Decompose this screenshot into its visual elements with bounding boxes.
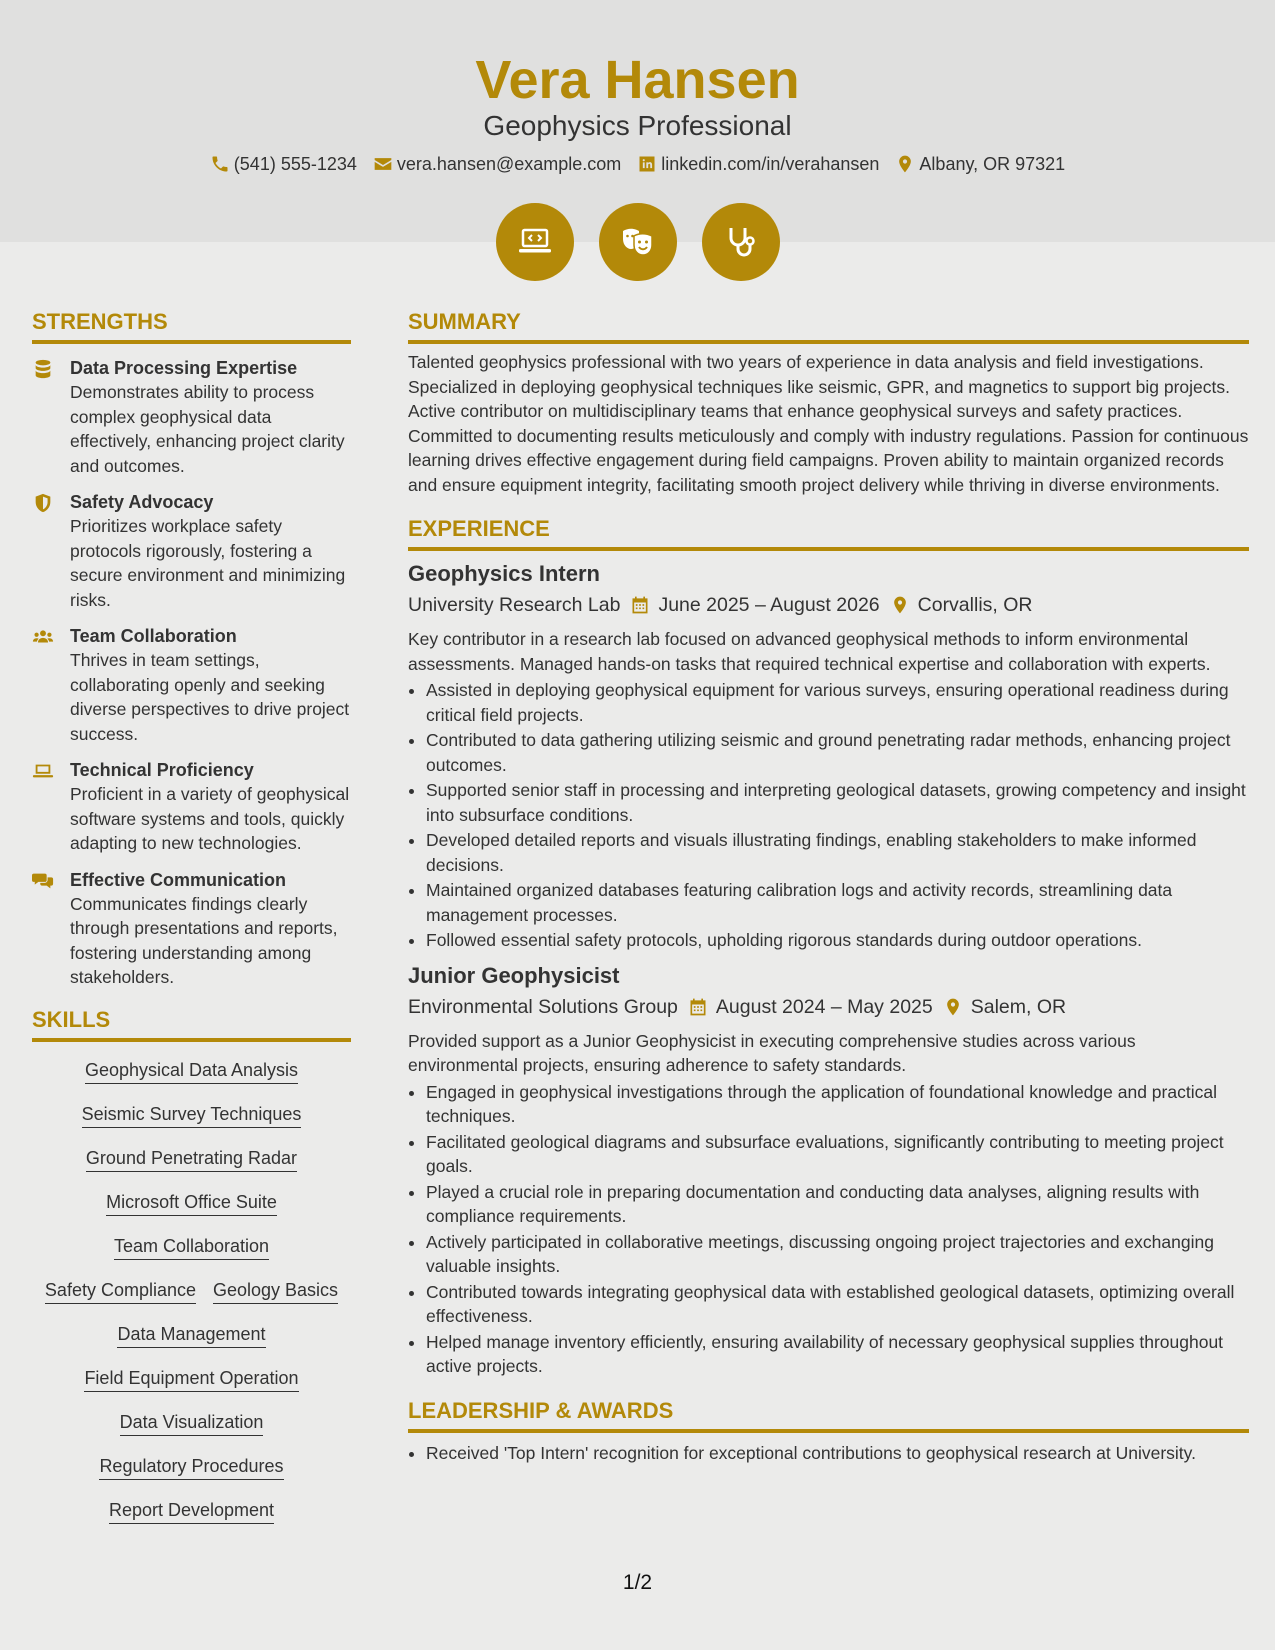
contact-location-text: Albany, OR 97321 [919,154,1066,174]
map-pin-icon [943,997,963,1017]
map-pin-icon [890,595,910,615]
strength-title: Team Collaboration [70,626,237,646]
linkedin-icon [637,154,657,174]
job-entry [408,961,1249,1379]
skill-tag: Data Visualization [120,1410,264,1436]
job-bullets [408,1080,1249,1379]
job-bullet: • Played a crucial role in preparing documentation and conducting data analyses, aligning results with compliance requirements. [426,1180,1249,1229]
strengths-heading: STRENGTHS [32,308,351,344]
skill-tag: Data Management [117,1322,265,1348]
strength-item [32,868,351,990]
contact-bar [0,151,1275,177]
job-dates: June 2025 – August 2026 [658,594,880,616]
job-bullet: • Developed detailed reports and visuals illustrating findings, enabling stakeholders to make informed decisions. [426,828,1249,877]
contact-phone-text: (541) 555-1234 [233,154,357,174]
stethoscope-icon [721,222,761,262]
job-location: Salem, OR [970,995,1067,1018]
job-bullet: • Contributed to data gathering utilizing seismic and ground penetrating radar methods, enhancing project outcomes. [426,728,1249,777]
skills-heading: SKILLS [32,1006,351,1042]
envelope-icon [373,154,393,174]
left-column [32,308,351,1524]
right-column [408,308,1249,1466]
strength-title: Safety Advocacy [70,492,214,512]
calendar-icon [688,997,708,1017]
strength-desc: Communicates findings clearly through presentations and reports, fostering understanding among stakeholders. [70,893,338,987]
strength-desc: Prioritizes workplace safety protocols rigorously, fostering a secure environment and minimizing risks. [70,516,346,610]
job-location: Corvallis, OR [917,594,1033,616]
strengths-list [32,356,351,990]
phone-icon [210,154,230,174]
job-bullets [408,678,1249,953]
database-icon [32,358,54,380]
skill-tag: Geophysical Data Analysis [85,1058,298,1084]
job-entry [408,559,1249,953]
badge-laptop-code [496,203,574,281]
skill-tag: Team Collaboration [114,1234,269,1260]
contact-phone[interactable] [210,151,357,177]
strength-item [32,758,351,856]
job-meta [408,993,1249,1021]
job-dates: August 2024 – May 2025 [715,995,933,1018]
skill-tag: Safety Compliance [45,1278,196,1304]
job-title: Junior Geophysicist [408,962,620,988]
skill-tag: Ground Penetrating Radar [86,1146,297,1172]
job-bullet: • Engaged in geophysical investigations through the application of foundational knowledge and practical techniques. [426,1080,1249,1129]
strength-title: Effective Communication [70,869,287,890]
leadership-heading: LEADERSHIP & AWARDS [408,1397,1249,1433]
job-bullet: • Helped manage inventory efficiently, ensuring availability of necessary geophysical supplies throughout active projects. [426,1330,1249,1379]
job-description: Provided support as a Junior Geophysicist in executing comprehensive studies across various environmental projects, ensuring adherence to safety standards. [408,1030,1136,1075]
comments-icon [32,870,54,892]
skill-tag: Report Development [109,1498,274,1524]
job-title: Geophysics Intern [408,561,600,586]
laptop-code-icon [515,222,555,262]
leadership-bullets [408,1441,1249,1466]
job-bullet: • Actively participated in collaborative meetings, discussing ongoing project trajectories and exchanging valuable insights. [426,1230,1249,1279]
badge-stethoscope [702,203,780,281]
job-bullet: • Contributed towards integrating geophysical data with established geological datasets, optimizing overall effectiveness. [426,1280,1249,1329]
users-icon [32,626,54,648]
skill-tag: Regulatory Procedures [99,1454,283,1480]
job-bullet: • Facilitated geological diagrams and subsurface evaluations, significantly contributing to meeting project goals. [426,1130,1249,1179]
contact-email[interactable] [373,151,621,177]
job-meta [408,591,1249,619]
skills-list [32,1058,351,1524]
job-bullet: • Assisted in deploying geophysical equipment for various surveys, ensuring operational readiness during critical field projects. [426,678,1249,727]
theater-masks-icon [618,222,658,262]
job-bullet: • Maintained organized databases featuring calibration logs and activity records, streamlining data management processes. [426,878,1249,927]
map-pin-icon [895,154,915,174]
skill-tag: Seismic Survey Techniques [82,1102,302,1128]
job-org: University Research Lab [408,594,621,616]
strength-item [32,356,351,478]
job-bullet: • Followed essential safety protocols, upholding rigorous standards during outdoor operations. [426,928,1249,953]
candidate-name: Vera Hansen [475,50,800,110]
interest-badges [0,203,1275,281]
strength-desc: Thrives in team settings, collaborating openly and seeking diverse perspectives to drive project success. [70,650,350,744]
laptop-icon [32,760,54,782]
strength-desc: Proficient in a variety of geophysical software systems and tools, quickly adapting to new technologies. [70,784,350,853]
skill-tag: Geology Basics [213,1278,338,1304]
strength-title: Data Processing Expertise [70,358,298,378]
contact-location [895,151,1065,177]
skill-tag: Field Equipment Operation [84,1366,298,1392]
job-org: Environmental Solutions Group [408,995,678,1018]
badge-theater-masks [599,203,677,281]
experience-heading: EXPERIENCE [408,515,1249,551]
candidate-title: Geophysics Professional [483,110,792,141]
strength-title: Technical Proficiency [70,760,254,780]
summary-heading: SUMMARY [408,308,1249,344]
job-description: Key contributor in a research lab focused on advanced geophysical methods to inform environmental assessments. Managed hands-on tasks that required technical expertise and collaboration with experts. [408,629,1211,674]
skill-tag: Microsoft Office Suite [106,1190,277,1216]
calendar-icon [630,595,650,615]
job-bullet: • Supported senior staff in processing and interpreting geological datasets, growing competency and insight into subsurface conditions. [426,778,1249,827]
leadership-bullet: • Received 'Top Intern' recognition for exceptional contributions to geophysical research at University. [426,1441,1249,1466]
strength-item [32,624,351,746]
strength-item [32,490,351,612]
contact-linkedin-text: linkedin.com/in/verahansen [661,154,880,174]
strength-desc: Demonstrates ability to process complex geophysical data effectively, enhancing project clarity and outcomes. [70,382,345,476]
contact-linkedin[interactable] [637,151,879,177]
shield-icon [32,492,54,514]
page-number: 1/2 [622,1571,653,1594]
summary-text: Talented geophysics professional with two years of experience in data analysis and field investigations. Specialized in deploying geophysical techniques like seismic, GPR, and magnetics to support big projects. Active contributor on multidisciplinary teams that enhance geophysical surveys and safety practices. Committed to documenting results meticulously and comply with industry regulations. Passion for continuous learning drives effective engagement during field campaigns. Proven ability to maintain organized records and ensure equipment integrity, facilitating smooth project delivery while thriving in diverse environments. [408,352,1249,495]
contact-email-text: vera.hansen@example.com [396,154,622,174]
